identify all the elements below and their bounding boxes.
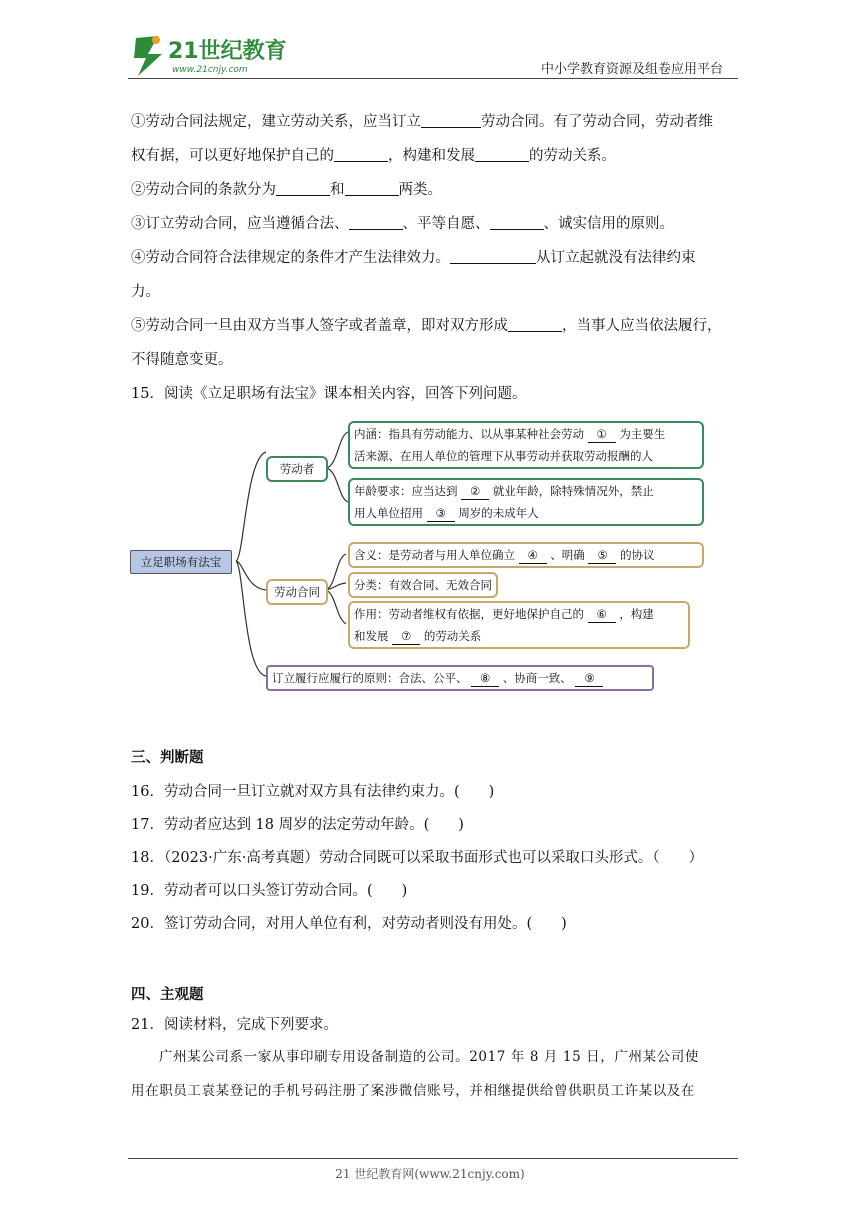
section-3-title: 三、判断题	[131, 750, 204, 766]
blank	[349, 213, 403, 230]
node-contract: 劳动合同	[266, 579, 328, 605]
mind-map	[126, 418, 706, 693]
question-17: 17．劳动者应达到 18 周岁的法定劳动年龄。( )	[131, 817, 464, 833]
question-20: 20．签订劳动合同，对用人单位有利，对劳动者则没有用处。( )	[131, 916, 567, 932]
blank	[450, 247, 536, 264]
question-15: 15．阅读《立足职场有法宝》课本相关内容，回答下列问题。	[131, 386, 527, 402]
node-meaning: 含义：是劳动者与用人单位确立 ④ 、明确 ⑤ 的协议	[348, 542, 704, 568]
page-footer: 21 世纪教育网(www.21cnjy.com)	[335, 1167, 525, 1181]
question-19: 19．劳动者可以口头签订劳动合同。( )	[131, 883, 408, 899]
section-4-title: 四、主观题	[131, 987, 204, 1003]
blank	[334, 145, 388, 162]
judgement-section	[131, 740, 743, 941]
fill-in-section	[131, 105, 743, 411]
material-line-2: 用在职员工袁某登记的手机号码注册了案涉微信账号，并相继提供给曾供职员工许某以及在	[131, 1083, 695, 1099]
blank	[345, 179, 399, 196]
footer-divider	[128, 1158, 738, 1159]
node-connotation: 内涵：指具有劳动能力、以从事某种社会劳动 ① 为主要生 活来源、在用人单位的管理下从事劳动并获取劳动报酬的人	[348, 421, 704, 469]
node-age: 年龄要求：应当达到 ② 就业年龄，除特殊情况外，禁止 用人单位招用 ③ 周岁的未成年人	[348, 478, 704, 526]
svg-text:www.21cnjy.com: www.21cnjy.com	[172, 65, 248, 75]
question-18: 18．（2023·广东·高考真题）劳动合同既可以采取书面形式也可以采取口头形式。（ ）	[131, 850, 704, 866]
mind-map-root: 立足职场有法宝	[130, 550, 232, 574]
blank	[276, 179, 330, 196]
page-header	[0, 0, 860, 80]
blank	[490, 213, 544, 230]
header-divider	[128, 78, 738, 79]
line-4: ③订立劳动合同，应当遵循合法、 、平等自愿、 、诚实信用的原则。	[131, 207, 743, 241]
line-2: 权有据，可以更好地保护自己的 ，构建和发展 的劳动关系。	[131, 139, 743, 173]
line-3: ②劳动合同的条款分为 和 两类。	[131, 173, 743, 207]
line-6: 力。	[131, 284, 160, 300]
line-7: ⑤劳动合同一旦由双方当事人签字或者盖章，即对双方形成 ，当事人应当依法履行，	[131, 309, 743, 343]
material-line-1: 广州某公司系一家从事印刷专用设备制造的公司。2017 年 8 月 15 日，广州某公司使	[159, 1049, 699, 1065]
question-16: 16．劳动合同一旦订立就对双方具有法律约束力。( )	[131, 784, 495, 800]
node-worker: 劳动者	[266, 456, 328, 482]
blank	[475, 145, 529, 162]
svg-text:21世纪教育: 21世纪教育	[168, 39, 287, 64]
line-8: 不得随意变更。	[131, 352, 233, 368]
node-types: 分类：有效合同、无效合同	[348, 572, 498, 598]
platform-name: 中小学教育资源及组卷应用平台	[541, 62, 724, 77]
material-text	[131, 1040, 743, 1108]
line-1: ①劳动合同法规定，建立劳动关系，应当订立 劳动合同。有了劳动合同，劳动者维	[131, 105, 743, 139]
blank	[508, 315, 562, 332]
node-role: 作用：劳动者维权有依据，更好地保护自己的 ⑥ ，构建 和发展 ⑦ 的劳动关系	[348, 601, 690, 649]
logo-21cnjy	[128, 32, 298, 78]
line-5: ④劳动合同符合法律规定的条件才产生法律效力。 从订立起就没有法律约束	[131, 241, 743, 275]
blank	[421, 111, 481, 128]
question-21: 21．阅读材料，完成下列要求。	[131, 1017, 338, 1033]
subjective-section	[131, 980, 743, 1040]
node-principle: 订立履行应履行的原则：合法、公平、 ⑧ 、协商一致、 ⑨	[266, 665, 654, 691]
